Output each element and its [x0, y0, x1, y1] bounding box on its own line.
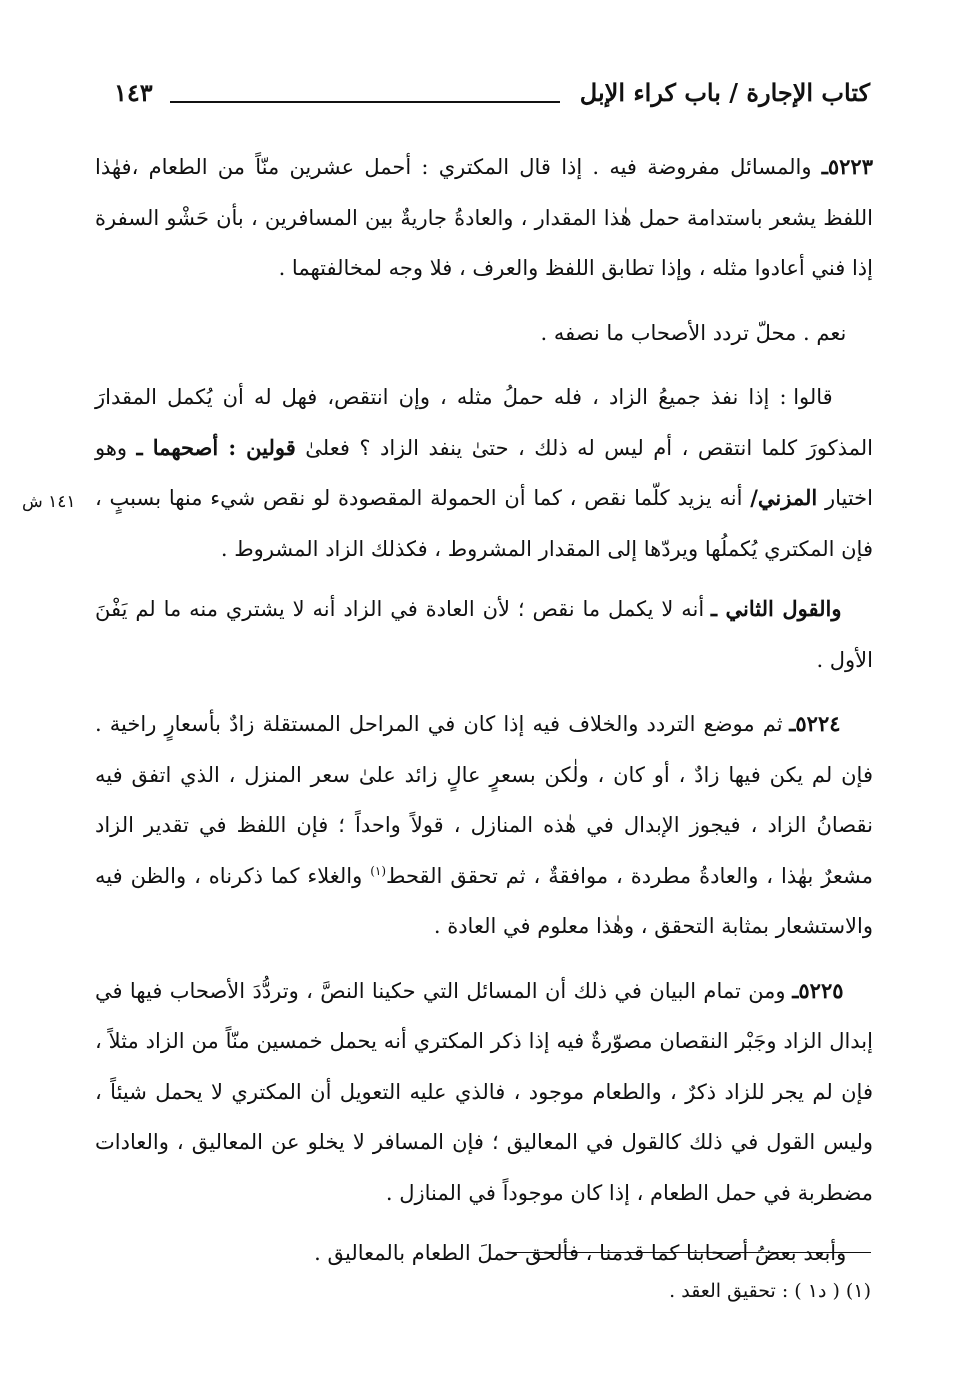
paragraph-second-opinion	[95, 584, 873, 685]
paragraph-text: أنه لا يكمل ما نقص ؛ لأن العادة في الزاد أنه لا يشتري منه ما لم يَفْنَ الأول .	[95, 597, 873, 672]
paragraph-5225	[95, 966, 873, 1219]
paragraph-text: والغلاء كما ذكرناه ، والظن فيه والاستشعار بمثابة التحقق ، وهٰذا معلوم في العادة .	[95, 863, 873, 938]
bold-phrase: والقول الثاني ـ	[710, 596, 842, 621]
footnote-rule	[505, 1252, 871, 1253]
paragraph-naam	[95, 308, 873, 359]
paragraph-5224	[95, 699, 873, 952]
running-title: كتاب الإجارة / باب كراء الإبل	[579, 78, 870, 107]
paragraph-text: نعم . محلّ تردد الأصحاب ما نصفه .	[540, 320, 847, 345]
bold-phrase: قولين : أصحهما ـ	[136, 434, 296, 460]
main-text	[95, 142, 873, 1279]
paragraph-number: ٥٢٢٥ـ	[792, 977, 844, 1003]
paragraph-abad	[95, 1228, 873, 1279]
paragraph-text: ثم موضع التردد والخلاف فيه إذا كان في المراحل المستقلة زادٌ بأسعارٍ راخية . فإن لم يكن فيها زادٌ ، أو كان ، ولٰكن بسعرٍ عالٍ زائد علىٰ سعر المنزل ، الذي اتفق فيه نقصانُ الزاد ، فيجوز الإبدال في هٰذه المنازل ، قولاً واحداً ؛ فإن اللفظ في تقدير الزاد مشعرٌ بهٰذا ، والعادةُ مطردة ، موافقةٌ ، ثم تحقق القحط	[95, 712, 873, 888]
paragraph-number: ٥٢٢٤ـ	[789, 711, 841, 736]
page-header	[110, 78, 870, 118]
paragraph-text: وهو اختيار	[95, 435, 873, 510]
paragraph-text: قالوا : إذا نفذ جميعُ الزاد ، فله حملُ مثله ، وإن انتقص، فهل له أن يُكمل المقدارَ المذكورَ كلما انتقص ، أم ليس له ذلك ، حتىٰ ينفد الزاد ؟ فعلىٰ	[95, 385, 873, 460]
paragraph-text: والمسائل مفروضة فيه . إذا قال المكتري : أحمل عشرين منّاً من الطعام ،فهٰذا اللفظ يشعر باستدامة حمل هٰذا المقدار ، والعادةُ جاريةٌ بين المسافرين ، بأن حَشْو السفرة إذا فني أعادوا مثله ، وإذا تطابق اللفظ والعرف ، فلا وجه لمخالفتهما .	[95, 155, 873, 280]
paragraph-5223	[95, 142, 873, 294]
paragraph-qalu	[95, 372, 873, 574]
footnote: (١) ( د١ ) : تحقيق العقد .	[669, 1280, 871, 1302]
page-number: ١٤٣	[114, 78, 153, 107]
margin-reference: ١٤١ ش	[22, 492, 76, 512]
paragraph-text: ومن تمام البيان في ذلك أن المسائل التي حكينا النصَّ ، وتردُّدَ الأصحاب فيها في إبدال الزاد وجَبْر النقصان مصوّرةٌ فيه إذا ذكر المكتري أنه يحمل خمسين منّاً من الزاد مثلاً ، فإن لم يجر للزاد ذكرٌ ، والطعام موجود ، فالذي عليه التعويل أن المكتري لا يحمل شيئاً ، وليس القول في ذلك كالقول في المعاليق ؛ فإن المسافر لا يخلو عن المعاليق ، والعادات مضطربة في حمل الطعام ، إذا كان موجوداً في المنازل .	[95, 978, 873, 1205]
paragraph-text: وأبعد بعضُ أصحابنا كما قدمنا ، فألحق حملَ الطعام بالمعاليق .	[314, 1241, 847, 1265]
paragraph-number: ٥٢٢٣ـ	[821, 154, 873, 179]
header-rule	[170, 101, 560, 103]
bold-name: المزني/	[750, 485, 818, 510]
footnote-reference[interactable]: (١)	[370, 863, 387, 878]
paragraph-text: أنه يزيد كلّما نقص ، كما أن الحمولة المقصودة لو نقص شيء منها بسببٍ ، فإن المكتري يُكملُها ويردّها إلى المقدار المشروط ، فكذلك الزاد المشروط .	[95, 486, 873, 561]
